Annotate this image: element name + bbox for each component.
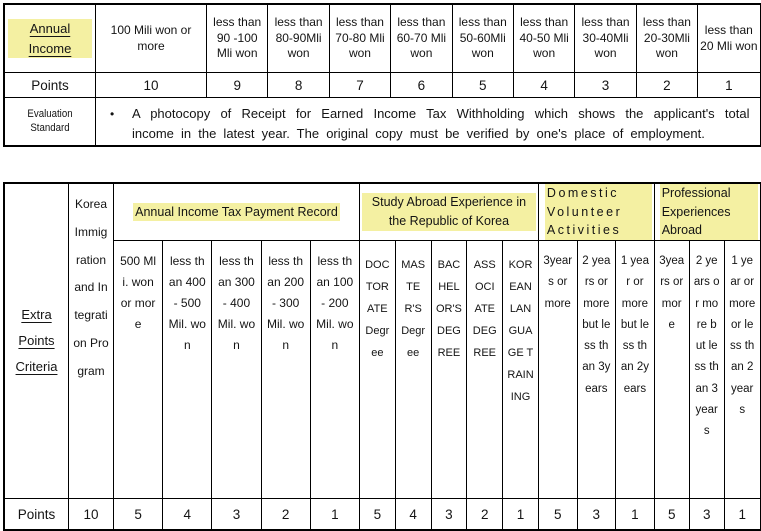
evaluation-standard-label: Evaluation Standard bbox=[5, 98, 96, 145]
points-value: 2 bbox=[262, 499, 311, 529]
abroad-subcolumn: 3years or more bbox=[655, 241, 690, 499]
kiip-column-label: Korea Immigration and Integration Program bbox=[69, 184, 114, 499]
evaluation-standard-text: A photocopy of Receipt for Earned Income Tax Withholding which shows the applicant's total income in the latest year. The original copy must be verified by one's place of employment. bbox=[132, 106, 750, 142]
points-value: 1 bbox=[616, 499, 655, 529]
points-value: 5 bbox=[114, 499, 163, 529]
points-value: 1 bbox=[738, 506, 746, 522]
points-value: 4 bbox=[514, 73, 575, 98]
tax-subcolumn: less than 100- 200 Mil. won bbox=[311, 241, 360, 499]
income-range-header: less than 50-60Mli won bbox=[453, 5, 514, 73]
bullet-icon: • bbox=[110, 107, 115, 121]
points-value: 3 bbox=[575, 73, 636, 98]
study-subcolumn: BACHELOR'S DEGREE bbox=[432, 241, 468, 499]
extra-points-criteria-text: Extra Points Criteria bbox=[15, 307, 58, 374]
group-header-abroad: Professional Experiences Abroad bbox=[655, 184, 760, 241]
income-range-header: less than 20 Mli won bbox=[698, 5, 759, 73]
tax-subcolumn: less than 300- 400 Mil. won bbox=[212, 241, 261, 499]
points-value: 1 bbox=[503, 499, 539, 529]
points-value: 10 bbox=[69, 499, 114, 529]
points-row-label: Points bbox=[5, 73, 96, 98]
income-range-header: less than 90 -100 Mli won bbox=[207, 5, 268, 73]
study-subcolumn: MASTER'S Degree bbox=[396, 241, 432, 499]
points-value: 1 bbox=[698, 73, 759, 98]
points-value: 10 bbox=[96, 73, 207, 98]
points-value: 2 bbox=[637, 73, 698, 98]
study-subcolumn: KOREAN LANGUAGE TRAINING bbox=[503, 241, 539, 499]
points-value: 3 bbox=[578, 499, 617, 529]
income-range-header: less than 70-80 Mli won bbox=[330, 5, 391, 73]
annual-income-label bbox=[5, 5, 96, 73]
group-header-volunteer: Domestic Volunteer Activities bbox=[539, 184, 655, 241]
group-header-study: Study Abroad Experience in the Republic of Korea bbox=[360, 184, 539, 241]
income-range-header: less than 20-30Mli won bbox=[637, 5, 698, 73]
income-range-header: less than 60-70 Mli won bbox=[391, 5, 452, 73]
income-range-header: less than 30-40Mli won bbox=[575, 5, 636, 73]
annual-income-label-text: Annual Income bbox=[8, 19, 92, 58]
extra-points-criteria-label bbox=[5, 184, 69, 499]
points-value: 5 bbox=[453, 73, 514, 98]
income-range-header: 100 Mili won or more bbox=[96, 5, 207, 73]
points-value: 9 bbox=[207, 73, 268, 98]
points-value: 5 bbox=[539, 499, 578, 529]
study-subcolumn: ASSOCIATE DEGREE bbox=[467, 241, 503, 499]
points-value: 4 bbox=[163, 499, 212, 529]
income-range-header: less than 40-50 Mli won bbox=[514, 5, 575, 73]
income-range-header: less than 80-90Mli won bbox=[268, 5, 329, 73]
points-value: 7 bbox=[330, 73, 391, 98]
volunteer-subcolumn: 3years or more bbox=[539, 241, 578, 499]
points-value: 3 bbox=[432, 499, 468, 529]
volunteer-subcolumn: 2 years or more but less than 3years bbox=[578, 241, 617, 499]
tax-subcolumn: less than 400 - 500 Mil. won bbox=[163, 241, 212, 499]
points-row-label: Points bbox=[5, 499, 69, 529]
tax-subcolumn: 500 Mli. won or more bbox=[114, 241, 163, 499]
points-value: 3 bbox=[212, 499, 261, 529]
points-value: 5 bbox=[655, 499, 690, 529]
points-value: 2 bbox=[467, 499, 503, 529]
tax-subcolumn: less than 200- 300 Mil. won bbox=[262, 241, 311, 499]
abroad-subcolumn: 2 years or more but less than 3years bbox=[690, 241, 725, 499]
abroad-subcolumn: 1 year or more or less than 2years bbox=[725, 241, 760, 499]
extra-points-table bbox=[3, 182, 761, 531]
evaluation-standard-cell bbox=[96, 98, 760, 145]
annual-income-table bbox=[3, 3, 761, 147]
points-value: 5 bbox=[360, 499, 396, 529]
study-subcolumn: DOCTORATE Degree bbox=[360, 241, 396, 499]
points-value: 3 bbox=[690, 499, 725, 529]
points-value: 1 bbox=[311, 499, 360, 529]
points-value: 8 bbox=[268, 73, 329, 98]
points-value: 4 bbox=[396, 499, 432, 529]
volunteer-subcolumn: 1 year or more but less than 2years bbox=[616, 241, 655, 499]
points-value: 6 bbox=[391, 73, 452, 98]
group-header-tax: Annual Income Tax Payment Record bbox=[114, 184, 360, 241]
